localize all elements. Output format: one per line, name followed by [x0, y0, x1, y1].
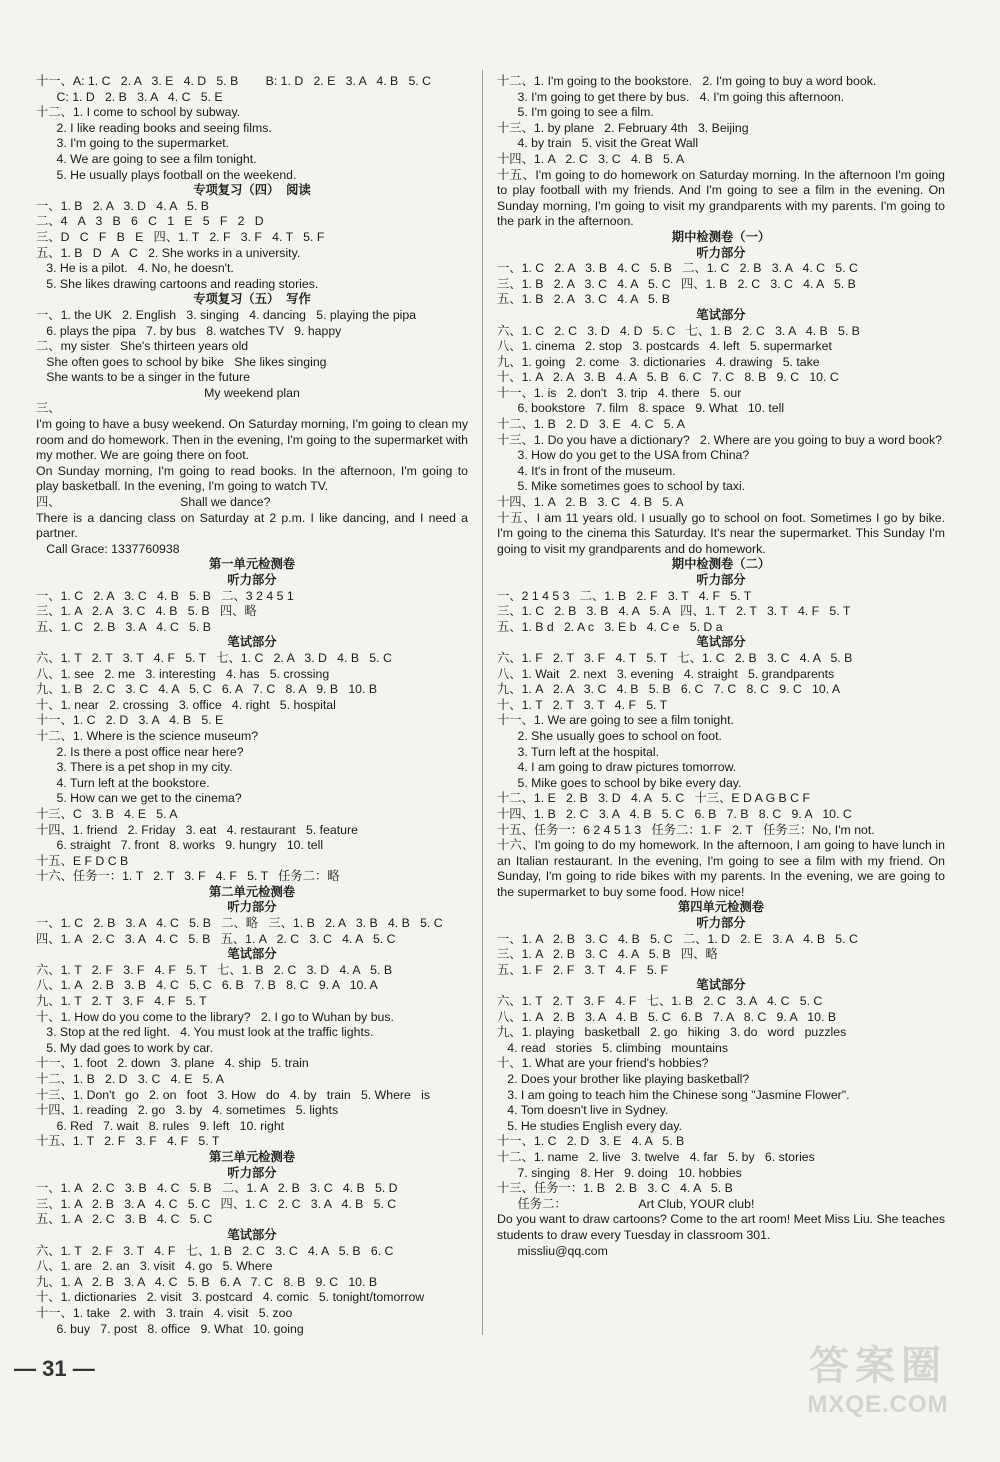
answer-line: 6. buy 7. post 8. office 9. What 10. going [36, 1321, 304, 1336]
answer-line: 6. plays the pipa 7. by bus 8. watches TV 9. happy [36, 323, 342, 338]
answer-line: 十三、1. Do you have a dictionary? 2. Where are you going to buy a word book? [497, 432, 942, 447]
answer-line: 十五、I am 11 years old. I usually go to school on foot. Sometimes I go by bike. I'm going to the cinema this Saturday. It's near the supermarket. This Sunday I'm going to visit my grandparents and do homework. [497, 510, 945, 556]
answer-line: 九、1. A 2. B 3. A 4. C 5. B 6. A 7. C 8. B 9. C 10. B [36, 1274, 378, 1289]
answer-line: 十五、任务一：6 2 4 5 1 3 任务二：1. F 2. T 任务三：No, I'm not. [497, 822, 875, 837]
answer-line: 九、1. going 2. come 3. dictionaries 4. drawing 5. take [497, 354, 820, 369]
answer-line: 3. Turn left at the hospital. [497, 744, 659, 759]
answer-line: 三、1. A 2. B 3. A 4. C 5. C 四、1. C 2. C 3. A 4. B 5. C [36, 1196, 397, 1211]
answer-line: 6. bookstore 7. film 8. space 9. What 10. tell [497, 401, 785, 416]
answer-line: 一、1. B 2. A 3. D 4. A 5. B [36, 198, 209, 213]
answer-line: 十、1. T 2. T 3. T 4. F 5. T [497, 697, 668, 712]
answer-line: 十二、1. B 2. D 3. C 4. E 5. A [36, 1072, 224, 1086]
section-heading: 第一单元检测卷 [208, 557, 296, 572]
answer-line: 四、 Shall we dance? [36, 495, 271, 510]
answer-line: 十一、1. C 2. D 3. A 4. B 5. E [36, 713, 224, 728]
answer-line: 一、1. A 2. C 3. B 4. C 5. B 二、1. A 2. B 3. C 4. B 5. D [36, 1181, 398, 1196]
section-heading: 笔试部分 [227, 947, 277, 962]
answer-line: 八、1. A 2. B 3. A 4. B 5. C 6. B 7. A 8. C 9. A 10. B [497, 1009, 837, 1024]
answer-line: 3. How do you get to the USA from China? [497, 448, 750, 463]
answer-line: 十三、C 3. B 4. E 5. A [36, 806, 178, 821]
answer-line: 一、2 1 4 5 3 二、1. B 2. F 3. T 4. F 5. T [497, 588, 752, 603]
answer-line: 八、1. cinema 2. stop 3. postcards 4. left 5. supermarket [497, 339, 832, 354]
section-heading: 期中检测卷（一） [671, 229, 771, 244]
answer-line: 五、1. B 2. A 3. C 4. A 5. B [497, 292, 670, 307]
section-heading: 听力部分 [696, 573, 746, 587]
answer-line: C: 1. D 2. B 3. A 4. C 5. E [36, 89, 223, 104]
answer-line: 4. I am going to draw pictures tomorrow. [497, 760, 737, 775]
section-heading: 第二单元检测卷 [208, 884, 296, 899]
right-column [497, 74, 945, 1259]
answer-line: 7. singing 8. Her 9. doing 10. hobbies [497, 1165, 742, 1180]
answer-line: 3. Stop at the red light. 4. You must look at the traffic lights. [36, 1025, 374, 1040]
section-heading: 听力部分 [227, 900, 277, 915]
answer-line: 三、1. C 2. B 3. B 4. A 5. A 四、1. T 2. T 3. T 4. F 5. T [497, 604, 851, 619]
answer-line: 五、1. F 2. F 3. T 4. F 5. F [497, 962, 669, 977]
answer-line: 三、D C F B E 四、1. T 2. F 3. F 4. T 5. F [36, 229, 325, 244]
answer-line: 六、1. T 2. F 3. T 4. F 七、1. B 2. C 3. C 4. A 5. B 6. C [36, 1243, 394, 1258]
section-heading: 听力部分 [696, 916, 746, 931]
answer-line: My weekend plan [204, 385, 300, 400]
answer-line: missliu@qq.com [497, 1243, 608, 1258]
answer-line: I'm going to have a busy weekend. On Saturday morning, I'm going to clean my room and do homework. Then in the evening, I'm going to the supermarket with my mother. We are going there on foot. [36, 417, 468, 463]
answer-line: 五、1. C 2. B 3. A 4. C 5. B [36, 619, 211, 634]
answer-line: Call Grace: 1337760938 [36, 541, 180, 556]
answer-line: 十五、E F D C B [36, 853, 129, 868]
answer-line: 十一、1. C 2. D 3. E 4. A 5. B [497, 1134, 685, 1149]
page-number: — 31 — [14, 1356, 95, 1381]
column-divider [482, 70, 483, 1335]
answer-line: 十一、1. take 2. with 3. train 4. visit 5. zoo [36, 1305, 293, 1320]
answer-line: 十二、1. name 2. live 3. twelve 4. far 5. by 6. stories [497, 1149, 815, 1164]
answer-line: 八、1. A 2. B 3. B 4. C 5. C 6. B 7. B 8. C 9. A 10. A [36, 978, 378, 993]
answer-line: 六、1. T 2. F 3. F 4. F 5. T 七、1. B 2. C 3. D 4. A 5. B [36, 962, 393, 977]
answer-line: 十六、I'm going to do my homework. In the afternoon, I am going to have lunch in an Italian restaurant. In the evening, I'm going to see a film with my friend. On Sunday, I'm going to ride bikes with my parents. In the evening, we are going to the supermarket to buy some food. How nice! [497, 838, 945, 899]
answer-line: 一、1. the UK 2. English 3. singing 4. dancing 5. playing the pipa [36, 307, 417, 322]
answer-line: 十、1. A 2. A 3. B 4. A 5. B 6. C 7. C 8. B 9. C 10. C [497, 370, 839, 385]
section-heading: 笔试部分 [696, 978, 746, 993]
answer-line: 十一、1. We are going to see a film tonight. [497, 713, 734, 728]
answer-line: 十五、1. T 2. F 3. F 4. F 5. T [36, 1134, 220, 1149]
section-heading: 第三单元检测卷 [208, 1149, 296, 1164]
answer-line: 4. We are going to see a film tonight. [36, 151, 257, 166]
answer-line: 3. I am going to teach him the Chinese song "Jasmine Flower". [497, 1087, 850, 1102]
answer-line: She often goes to school by bike She likes singing [36, 354, 327, 369]
answer-line: 五、1. B d 2. A c 3. E b 4. C e 5. D a [497, 619, 723, 634]
answer-line: 十三、1. by plane 2. February 4th 3. Beijing [497, 120, 749, 135]
answer-line: 3. He is a pilot. 4. No, he doesn't. [36, 261, 234, 276]
answer-line: 十一、1. foot 2. down 3. plane 4. ship 5. train [36, 1056, 309, 1071]
answer-line: 5. He usually plays football on the weekend. [36, 167, 297, 182]
answer-line: 十四、1. friend 2. Friday 3. eat 4. restaurant 5. feature [36, 822, 358, 837]
answer-line: 2. I like reading books and seeing films. [36, 120, 272, 135]
answer-line: 三、1. A 2. A 3. C 4. B 5. B 四、略 [36, 604, 257, 619]
answer-line: 5. She likes drawing cartoons and reading stories. [36, 276, 319, 291]
answer-line: 6. Red 7. wait 8. rules 9. left 10. right [36, 1118, 285, 1133]
answer-line: 4. Tom doesn't live in Sydney. [497, 1103, 669, 1118]
answer-line: 二、4 A 3 B 6 C 1 E 5 F 2 D [36, 214, 264, 229]
answer-line: 十四、1. B 2. C 3. A 4. B 5. C 6. B 7. B 8. C 9. A 10. C [497, 806, 852, 821]
answer-line: 十四、1. reading 2. go 3. by 4. sometimes 5. lights [36, 1103, 339, 1118]
section-heading: 笔试部分 [227, 635, 277, 650]
answer-line: 八、1. Wait 2. next 3. evening 4. straight 5. grandparents [497, 666, 835, 681]
section-heading: 笔试部分 [227, 1227, 277, 1242]
answer-line: 2. She usually goes to school on foot. [497, 728, 722, 743]
answer-line: 一、1. C 2. B 3. A 4. C 5. B 二、略 三、1. B 2. A 3. B 4. B 5. C [36, 916, 443, 931]
answer-line: 十、1. dictionaries 2. visit 3. postcard 4. comic 5. tonight/tomorrow [36, 1290, 425, 1305]
answer-line: 2. Is there a post office near here? [36, 744, 244, 759]
answer-line: 十二、1. Where is the science museum? [36, 728, 259, 743]
answer-line: 四、1. A 2. C 3. A 4. C 5. B 五、1. A 2. C 3. C 4. A 5. C [36, 931, 396, 946]
section-heading: 听力部分 [696, 245, 746, 260]
answer-line: 三、1. B 2. A 3. C 4. A 5. C 四、1. B 2. C 3. C 4. A 5. B [497, 276, 856, 291]
section-heading: 专项复习（五） 写作 [193, 292, 311, 307]
answer-line: 2. Does your brother like playing basketball? [497, 1072, 750, 1086]
answer-line: 六、1. T 2. T 3. T 4. F 5. T 七、1. C 2. A 3. D 4. B 5. C [36, 650, 392, 665]
answer-line: 3. There is a pet shop in my city. [36, 760, 233, 775]
section-heading: 笔试部分 [696, 307, 746, 322]
answer-line: 任务二： Art Club, YOUR club! [497, 1196, 755, 1211]
answer-line: 九、1. A 2. A 3. C 4. B 5. B 6. C 7. C 8. C 9. C 10. A [497, 682, 841, 697]
answer-line: 十二、1. I'm going to the bookstore. 2. I'm going to buy a word book. [497, 74, 877, 88]
answer-line: 3. I'm going to the supermarket. [36, 136, 230, 151]
answer-line: 十一、A: 1. C 2. A 3. E 4. D 5. B B: 1. D 2. E 3. A 4. B 5. C [36, 74, 432, 88]
answer-line: 八、1. are 2. an 3. visit 4. go 5. Where [36, 1259, 273, 1274]
answer-line: 六、1. C 2. C 3. D 4. D 5. C 七、1. B 2. C 3. A 4. B 5. B [497, 323, 860, 338]
answer-line: 十、1. What are your friend's hobbies? [497, 1056, 709, 1071]
left-column [36, 74, 468, 1337]
answer-line: 十三、任务一：1. B 2. B 3. C 4. A 5. B [497, 1181, 733, 1196]
answer-line: 九、1. T 2. T 3. F 4. F 5. T [36, 994, 207, 1009]
answer-line: 二、my sister She's thirteen years old [36, 339, 249, 354]
answer-line: 6. straight 7. front 8. works 9. hungry 10. tell [36, 838, 324, 853]
answer-line: 十六、任务一：1. T 2. T 3. F 4. F 5. T 任务二：略 [36, 869, 340, 884]
answer-line: 4. Turn left at the bookstore. [36, 775, 210, 790]
answer-line: 5. Mike goes to school by bike every day. [497, 775, 742, 790]
section-heading: 笔试部分 [696, 635, 746, 650]
answer-line: 5. How can we get to the cinema? [36, 791, 242, 806]
answer-line: 九、1. B 2. C 3. C 4. A 5. C 6. A 7. C 8. A 9. B 10. B [36, 682, 378, 697]
answer-line: 五、1. A 2. C 3. B 4. C 5. C [36, 1212, 213, 1227]
answer-line: 十三、1. Don't go 2. on foot 3. How do 4. by train 5. Where is [36, 1087, 430, 1102]
answer-line: 5. My dad goes to work by car. [36, 1040, 214, 1055]
answer-line: She wants to be a singer in the future [36, 370, 250, 385]
answer-line: 十四、1. A 2. C 3. C 4. B 5. A [497, 151, 685, 166]
answer-line: 3. I'm going to get there by bus. 4. I'm going this afternoon. [497, 89, 845, 104]
answer-line: 五、1. B D A C 2. She works in a university. [36, 245, 301, 260]
answer-line: 4. read stories 5. climbing mountains [497, 1040, 729, 1055]
answer-line: 十一、1. is 2. don't 3. trip 4. there 5. our [497, 385, 742, 400]
answer-line: Do you want to draw cartoons? Come to the art room! Meet Miss Liu. She teaches students to draw every Tuesday in classroom 301. [497, 1212, 945, 1242]
answer-line: 十四、1. A 2. B 3. C 4. B 5. A [497, 495, 684, 510]
answer-line: 三、1. A 2. B 3. C 4. A 5. B 四、略 [497, 947, 718, 962]
answer-line: 一、1. C 2. A 3. C 4. B 5. B 二、3 2 4 5 1 [36, 588, 294, 603]
answer-line: 5. I'm going to see a film. [497, 105, 654, 120]
answer-line: 十二、1. B 2. D 3. E 4. C 5. A [497, 417, 685, 432]
answer-line: 六、1. T 2. T 3. F 4. F 七、1. B 2. C 3. A 4. C 5. C [497, 994, 823, 1009]
answer-line: 三、 [36, 401, 61, 416]
section-heading: 专项复习（四） 阅读 [193, 183, 311, 198]
section-heading: 听力部分 [227, 573, 277, 587]
answer-line: 十五、I'm going to do homework on Saturday morning. In the afternoon I'm going to play football with my friends. And I'm going to see a film in the evening. On Sunday morning, I'm going to visit my grandparents with my parents. I'm going to the park in the afternoon. [497, 167, 945, 229]
answer-line: 4. It's in front of the museum. [497, 463, 676, 478]
answer-line: 5. He studies English every day. [497, 1118, 682, 1133]
answer-line: 十二、1. E 2. B 3. D 4. A 5. C 十三、E D A G B C F [497, 791, 810, 806]
answer-line: 十、1. near 2. crossing 3. office 4. right 5. hospital [36, 697, 336, 712]
answer-line: There is a dancing class on Saturday at 2 p.m. I like dancing, and I need a partner. [36, 510, 468, 541]
answer-line: 一、1. C 2. A 3. B 4. C 5. B 二、1. C 2. B 3. A 4. C 5. C [497, 261, 858, 276]
answer-line: 十、1. How do you come to the library? 2. I go to Wuhan by bus. [36, 1009, 394, 1024]
answer-line: 4. by train 5. visit the Great Wall [497, 136, 699, 151]
answer-line: 一、1. A 2. B 3. C 4. B 5. C 二、1. D 2. E 3. A 4. B 5. C [497, 931, 858, 946]
answer-line: 九、1. playing basketball 2. go hiking 3. do word puzzles [497, 1025, 847, 1040]
answer-line: 十二、1. I come to school by subway. [36, 105, 241, 120]
section-heading: 第四单元检测卷 [677, 900, 765, 915]
section-heading: 听力部分 [227, 1165, 277, 1180]
section-heading: 期中检测卷（二） [671, 557, 771, 572]
answer-line: 八、1. see 2. me 3. interesting 4. has 5. crossing [36, 666, 330, 681]
watermark-logo: 答案圈 MXQE.COM [807, 1344, 949, 1418]
answer-line: On Sunday morning, I'm going to read books. In the afternoon, I'm going to play basketball. In the evening, I'm going to watch TV. [36, 463, 468, 494]
answer-line: 六、1. F 2. T 3. F 4. T 5. T 七、1. C 2. B 3. C 4. A 5. B [497, 650, 853, 665]
answer-line: 5. Mike sometimes goes to school by taxi. [497, 479, 746, 494]
